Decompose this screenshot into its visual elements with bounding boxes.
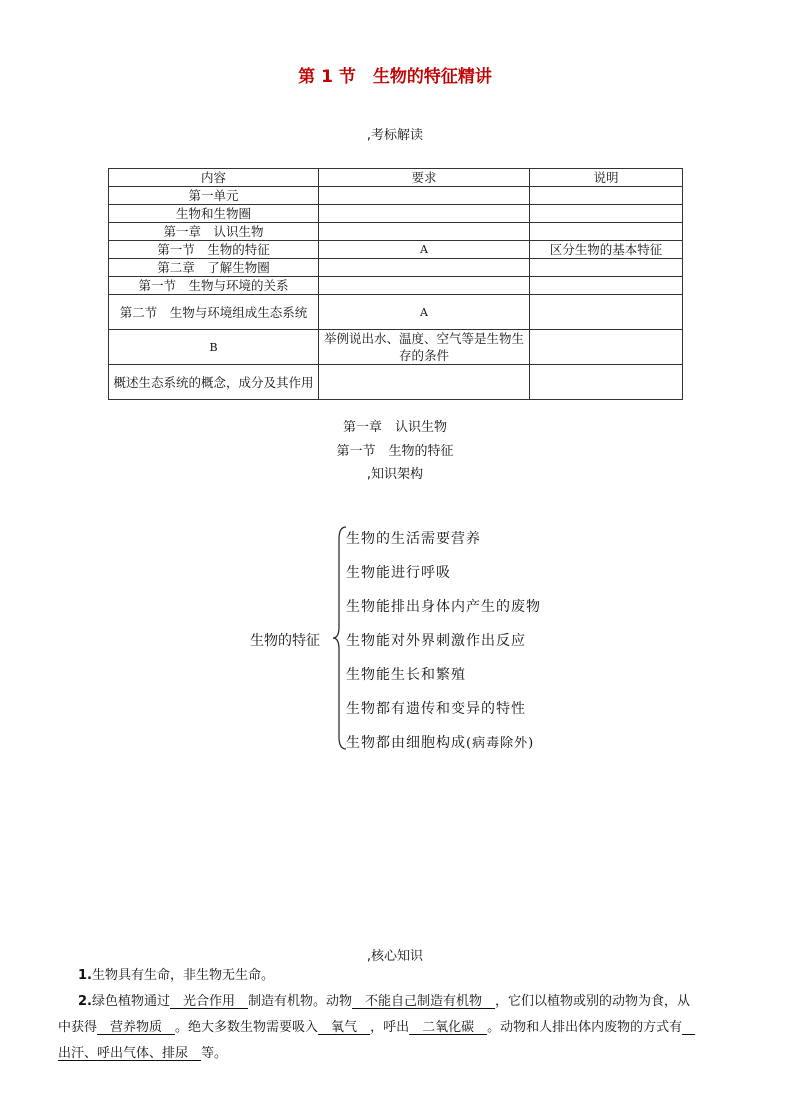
table-cell: 生物和生物圈: [109, 205, 319, 223]
table-cell: [530, 223, 683, 241]
page-title: 第 1 节 生物的特征精讲: [298, 67, 492, 87]
table-cell: 第一章 认识生物: [109, 223, 319, 241]
table-row: [109, 259, 683, 277]
feature-respiration: 生物能进行呼吸: [346, 565, 451, 581]
table-cell: [530, 277, 683, 295]
table-cell: [319, 223, 530, 241]
text-segment: ，它们以植物或别的动物为食，从: [495, 994, 691, 1009]
blank-answer: 光合作用: [170, 994, 249, 1009]
table-cell: [530, 259, 683, 277]
table-cell: [530, 205, 683, 223]
text-segment: 制造有机物。动物: [248, 994, 353, 1009]
blank-answer: 氧气: [318, 1020, 371, 1035]
header-explanation: 说明: [530, 169, 683, 187]
point-number: 2.: [78, 994, 92, 1009]
text-segment: 。绝大多数生物需要吸入: [175, 1020, 319, 1035]
diagram-root-label: 生物的特征: [250, 633, 320, 649]
feature-cells: [346, 732, 534, 752]
table-cell: 概述生态系统的概念，成分及其作用: [109, 365, 319, 400]
blank-answer: 二氧化碳: [409, 1020, 488, 1035]
framework-heading: ,知识架构: [366, 467, 424, 482]
feature-heredity: 生物都有遗传和变异的特性: [346, 701, 526, 717]
table-cell: [530, 187, 683, 205]
requirements-table: [108, 168, 683, 400]
table-cell: [319, 205, 530, 223]
header-requirement: 要求: [319, 169, 530, 187]
table-row: [109, 277, 683, 295]
section-heading: 第一节 生物的特征: [336, 444, 454, 459]
table-cell: 第二节 生物与环境组成生态系统: [109, 295, 319, 330]
feature-cells-note: (病毒除外): [466, 736, 535, 751]
text-segment: 。动物和人排出体内废物的方式有: [487, 1020, 683, 1035]
table-cell: 第一节 生物的特征: [109, 241, 319, 259]
table-cell: 举例说出水、温度、空气等是生物生存的条件: [319, 330, 530, 365]
table-row: [109, 295, 683, 330]
feature-excretion: 生物能排出身体内产生的废物: [346, 599, 541, 615]
text-segment: 绿色植物通过: [91, 994, 170, 1009]
blank-answer: [682, 1020, 695, 1035]
text-segment: 等。: [201, 1046, 228, 1061]
table-cell: B: [109, 330, 319, 365]
table-row: [109, 205, 683, 223]
table-cell: A: [319, 295, 530, 330]
table-cell: [319, 259, 530, 277]
table-cell: [530, 365, 683, 400]
feature-cells-text: 生物都由细胞构成: [346, 735, 466, 751]
table-cell: [319, 365, 530, 400]
table-cell: 第一单元: [109, 187, 319, 205]
feature-growth: 生物能生长和繁殖: [346, 667, 466, 683]
table-row: [109, 187, 683, 205]
table-header-row: [109, 169, 683, 187]
table-cell: [319, 187, 530, 205]
text-segment: ，呼出: [370, 1020, 410, 1035]
text-segment: 中获得: [58, 1020, 98, 1035]
table-row: [109, 365, 683, 400]
table-cell: A: [319, 241, 530, 259]
exam-standards-heading: ,考标解读: [366, 128, 424, 143]
chapter-heading: 第一章 认识生物: [342, 420, 447, 435]
blank-answer: 出汗、呼出气体、排尿: [58, 1046, 202, 1061]
core-point-2: [58, 989, 758, 1067]
table-row: [109, 330, 683, 365]
point-text: 生物具有生命，非生物无生命。: [91, 968, 274, 983]
table-row: [109, 223, 683, 241]
table-row: [109, 241, 683, 259]
table-cell: 第一节 生物与环境的关系: [109, 277, 319, 295]
table-cell: [530, 295, 683, 330]
core-point-1: [78, 963, 778, 989]
point-number: 1.: [78, 968, 92, 983]
table-cell: [319, 277, 530, 295]
feature-response: 生物能对外界刺激作出反应: [346, 633, 526, 649]
table-cell: 区分生物的基本特征: [530, 241, 683, 259]
table-cell: [530, 330, 683, 365]
blank-answer: 不能自己制造有机物: [352, 994, 496, 1009]
core-knowledge-heading: ,核心知识: [366, 949, 424, 964]
header-content: 内容: [109, 169, 319, 187]
blank-answer: 营养物质: [97, 1020, 176, 1035]
table-cell: 第二章 了解生物圈: [109, 259, 319, 277]
feature-nutrition: 生物的生活需要营养: [346, 531, 481, 547]
